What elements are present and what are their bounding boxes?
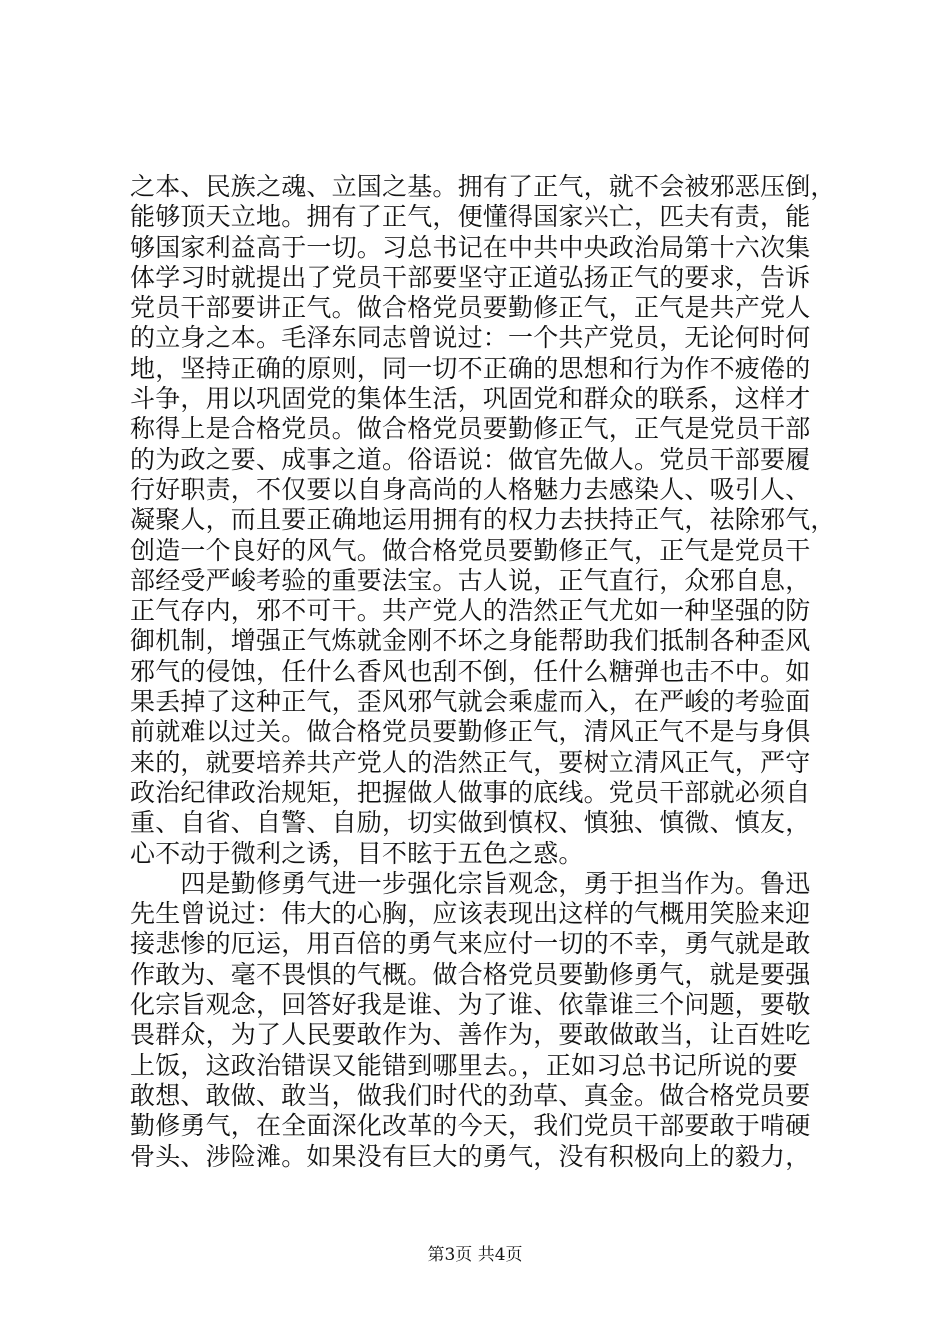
text-line: 部经受严峻考验的重要法宝。古人说，正气直行，众邪自息， bbox=[130, 565, 811, 595]
text-line: 的为政之要、成事之道。俗语说：做官先做人。党员干部要履 bbox=[130, 444, 811, 474]
text-line: 上饭，这政治错误又能错到哪里去。，正如习总书记所说的要 bbox=[130, 1050, 798, 1080]
text-line: 化宗旨观念，回答好我是谁、为了谁、依靠谁三个问题，要敬 bbox=[130, 990, 811, 1020]
text-line: 之本、民族之魂、立国之基。拥有了正气，就不会被邪恶压倒， bbox=[130, 172, 836, 201]
text-line: 御机制，增强正气炼就金刚不坏之身能帮助我们抵制各种歪风 bbox=[130, 626, 811, 656]
text-line: 能够顶天立地。拥有了正气，便懂得国家兴亡，匹夫有责，能 bbox=[130, 202, 811, 232]
text-line: 骨头、涉险滩。如果没有巨大的勇气，没有积极向上的毅力， bbox=[130, 1141, 811, 1171]
text-line: 勤修勇气，在全面深化改革的今天，我们党员干部要敢于啃硬 bbox=[130, 1111, 811, 1141]
text-line: 来的，就要培养共产党人的浩然正气，要树立清风正气，严守 bbox=[130, 747, 811, 777]
text-line: 四是勤修勇气进一步强化宗旨观念，勇于担当作为。鲁迅 bbox=[130, 868, 811, 898]
text-line: 体学习时就提出了党员干部要坚守正道弘扬正气的要求，告诉 bbox=[130, 262, 811, 292]
text-line: 畏群众，为了人民要敢作为、善作为，要敢做敢当，让百姓吃 bbox=[130, 1020, 811, 1050]
text-line: 心不动于微利之诱，目不眩于五色之惑。 bbox=[130, 838, 584, 868]
text-line: 创造一个良好的风气。做合格党员要勤修正气，正气是党员干 bbox=[130, 535, 811, 565]
text-line: 够国家利益高于一切。习总书记在中共中央政治局第十六次集 bbox=[130, 232, 811, 262]
text-line: 接悲惨的厄运，用百倍的勇气来应付一切的不幸，勇气就是敢 bbox=[130, 929, 811, 959]
page-footer: 第3页 共4页 bbox=[427, 1245, 523, 1265]
text-line: 果丢掉了这种正气，歪风邪气就会乘虚而入，在严峻的考验面 bbox=[130, 687, 811, 717]
text-line: 作敢为、毫不畏惧的气概。做合格党员要勤修勇气，就是要强 bbox=[130, 959, 811, 989]
text-line: 斗争，用以巩固党的集体生活，巩固党和群众的联系，这样才 bbox=[130, 384, 811, 414]
text-line: 正气存内，邪不可干。共产党人的浩然正气尤如一种坚强的防 bbox=[130, 596, 811, 626]
text-line: 重、自省、自警、自励，切实做到慎权、慎独、慎微、慎友， bbox=[130, 808, 811, 838]
text-line: 凝聚人，而且要正确地运用拥有的权力去扶持正气，祛除邪气， bbox=[130, 505, 836, 535]
text-line: 党员干部要讲正气。做合格党员要勤修正气，正气是共产党人 bbox=[130, 293, 811, 323]
text-line: 政治纪律政治规矩，把握做人做事的底线。党员干部就必须自 bbox=[130, 777, 811, 807]
text-line: 的立身之本。毛泽东同志曾说过：一个共产党员，无论何时何 bbox=[130, 323, 811, 353]
text-line: 称得上是合格党员。做合格党员要勤修正气，正气是党员干部 bbox=[130, 414, 811, 444]
text-line: 先生曾说过：伟大的心胸，应该表现出这样的气概用笑脸来迎 bbox=[130, 899, 811, 929]
text-line: 前就难以过关。做合格党员要勤修正气，清风正气不是与身俱 bbox=[130, 717, 811, 747]
body-text bbox=[130, 172, 836, 1172]
text-line: 敢想、敢做、敢当，做我们时代的劲草、真金。做合格党员要 bbox=[130, 1080, 811, 1110]
text-line: 地，坚持正确的原则，同一切不正确的思想和行为作不疲倦的 bbox=[130, 353, 811, 383]
text-line: 行好职责，不仅要以自身高尚的人格魅力去感染人、吸引人、 bbox=[130, 474, 811, 504]
text-line: 邪气的侵蚀，任什么香风也刮不倒，任什么糖弹也击不中。如 bbox=[130, 656, 811, 686]
